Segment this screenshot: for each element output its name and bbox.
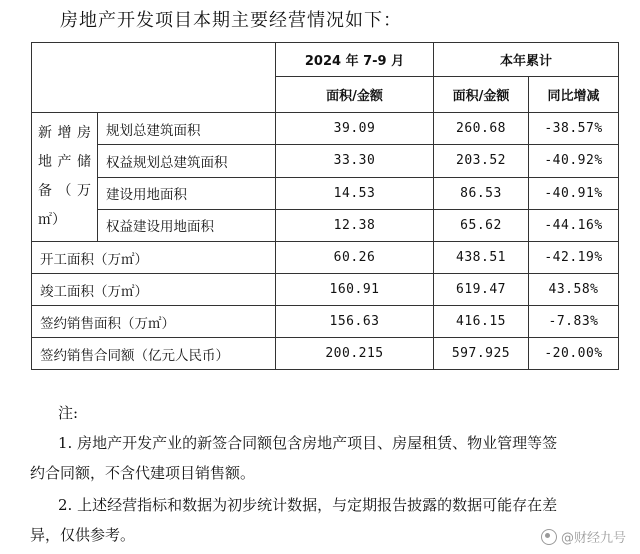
col-header-area-amount-current: 面积/金额 (276, 77, 434, 113)
cell-current: 39.09 (276, 113, 434, 145)
col-header-yoy: 同比增减 (529, 77, 619, 113)
cell-yoy: -7.83% (529, 306, 619, 338)
cell-current: 60.26 (276, 242, 434, 274)
note-1-line-1: 1. 房地产开发产业的新签合同额包含房地产项目、房屋租赁、物业管理等签 (58, 434, 558, 452)
cell-ytd: 438.51 (434, 242, 529, 274)
table-corner-cell (32, 43, 276, 113)
cell-yoy: 43.58% (529, 274, 619, 306)
cell-current: 33.30 (276, 145, 434, 177)
cell-ytd: 203.52 (434, 145, 529, 177)
table-row (32, 177, 619, 209)
cell-yoy: -44.16% (529, 209, 619, 241)
table-row (32, 145, 619, 177)
cell-yoy: -40.91% (529, 177, 619, 209)
col-group-ytd: 本年累计 (434, 43, 619, 77)
cell-current: 14.53 (276, 177, 434, 209)
cell-yoy: -38.57% (529, 113, 619, 145)
note-2-line-2: 异，仅供参考。 (30, 526, 136, 544)
cell-ytd: 65.62 (434, 209, 529, 241)
col-group-current: 2024 年 7-9 月 (276, 43, 434, 77)
cell-ytd: 597.925 (434, 338, 529, 370)
row-label: 建设用地面积 (98, 177, 276, 209)
cell-ytd: 260.68 (434, 113, 529, 145)
table-row (32, 113, 619, 145)
cell-yoy: -42.19% (529, 242, 619, 274)
row-label: 权益规划总建筑面积 (98, 145, 276, 177)
row-label: 规划总建筑面积 (98, 113, 276, 145)
row-label: 竣工面积（万㎡） (32, 274, 276, 306)
note-2-line-1: 2. 上述经营指标和数据为初步统计数据，与定期报告披露的数据可能存在差 (58, 496, 558, 514)
row-label: 权益建设用地面积 (98, 209, 276, 241)
row-label: 签约销售合同额（亿元人民币） (32, 338, 276, 370)
watermark-text: @财经九号 (560, 531, 626, 546)
reserve-group-label: 新增房地产储备（万㎡） (32, 113, 98, 242)
watermark (541, 527, 626, 546)
cell-current: 160.91 (276, 274, 434, 306)
table-row (32, 209, 619, 241)
circle-logo-icon (541, 529, 557, 545)
table-row (32, 242, 619, 274)
note-1-line-2: 约合同额，不含代建项目销售额。 (30, 464, 256, 482)
cell-ytd: 416.15 (434, 306, 529, 338)
table-row (32, 338, 619, 370)
page-heading: 房地产开发项目本期主要经营情况如下： (60, 10, 402, 31)
notes-title: 注: (58, 404, 79, 422)
cell-current: 12.38 (276, 209, 434, 241)
operations-table (31, 42, 619, 370)
table-row (32, 306, 619, 338)
table-row (32, 274, 619, 306)
col-header-area-amount-ytd: 面积/金额 (434, 77, 529, 113)
row-label: 开工面积（万㎡） (32, 242, 276, 274)
row-label: 签约销售面积（万㎡） (32, 306, 276, 338)
cell-ytd: 619.47 (434, 274, 529, 306)
cell-current: 200.215 (276, 338, 434, 370)
cell-ytd: 86.53 (434, 177, 529, 209)
cell-yoy: -20.00% (529, 338, 619, 370)
cell-current: 156.63 (276, 306, 434, 338)
cell-yoy: -40.92% (529, 145, 619, 177)
